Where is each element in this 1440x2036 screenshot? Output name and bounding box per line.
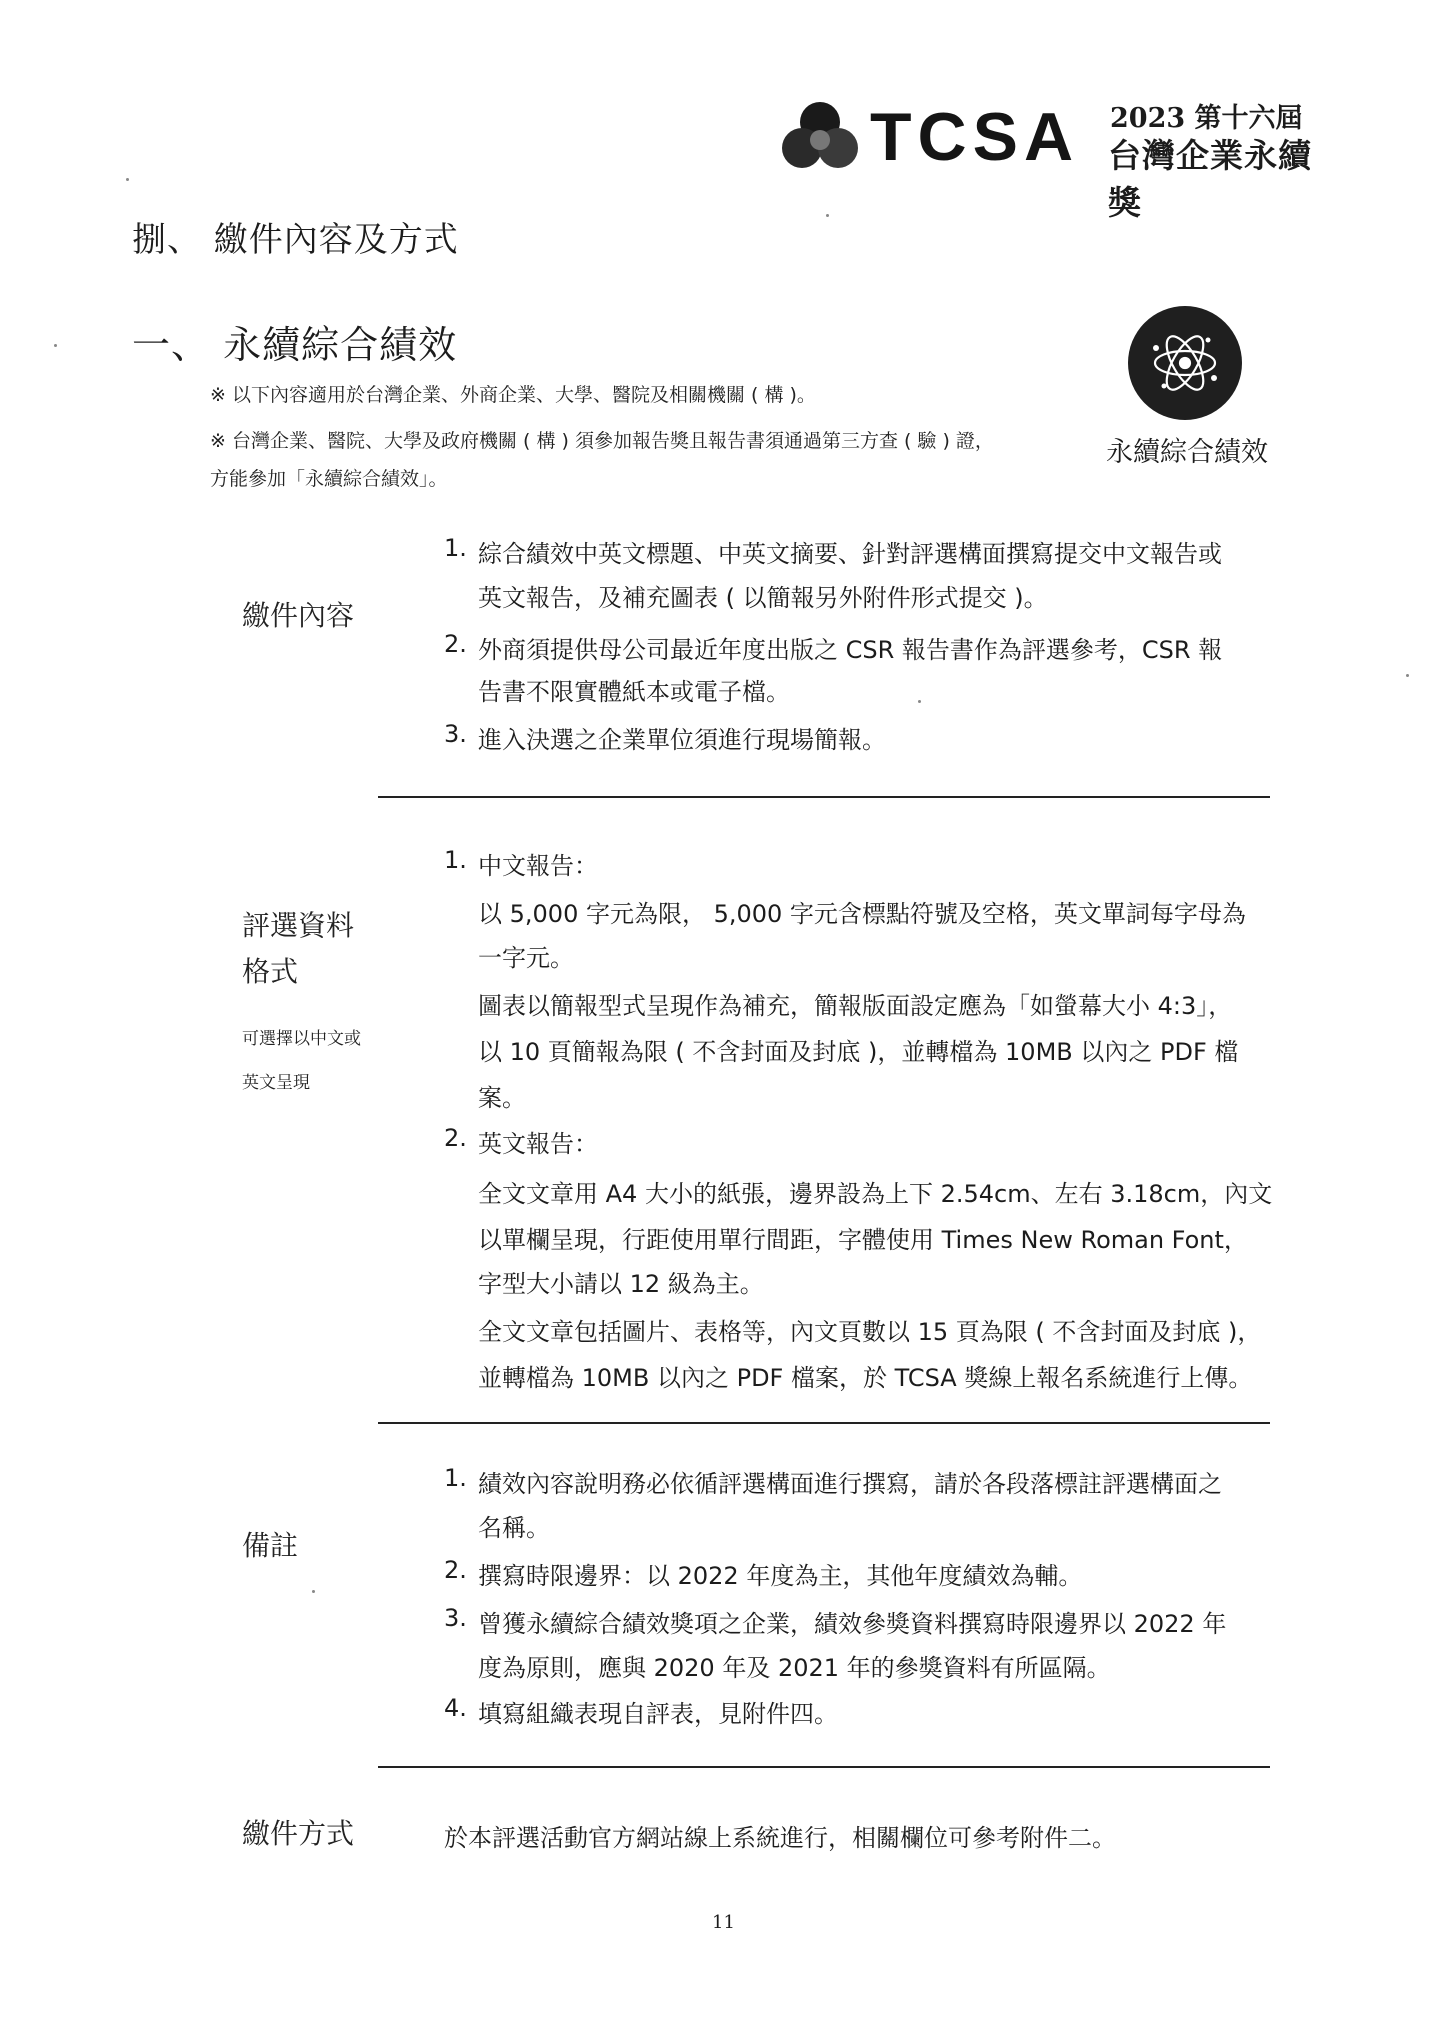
logo-text: TCSA — [870, 99, 1080, 175]
block-label-submission-content: 繳件內容 — [242, 599, 355, 632]
divider — [378, 796, 1270, 798]
scan-speck — [918, 700, 921, 703]
list-text: 填寫組織表現自評表，見附件四。 — [478, 1700, 838, 1728]
list-number: 3. — [444, 720, 467, 748]
list-number: 1. — [444, 1464, 467, 1492]
scan-speck — [54, 344, 57, 347]
divider — [378, 1766, 1270, 1768]
list-number: 3. — [444, 1604, 467, 1632]
list-number: 1. — [444, 846, 467, 874]
list-number: 4. — [444, 1694, 467, 1722]
scan-speck — [312, 1590, 315, 1593]
scan-speck — [1406, 674, 1409, 677]
list-text: 案。 — [478, 1084, 526, 1112]
list-text: 圖表以簡報型式呈現作為補充，簡報版面設定應為「如螢幕大小 4:3」， — [478, 992, 1233, 1020]
badge-label: 永續綜合績效 — [1106, 437, 1268, 468]
list-text: 進入決選之企業單位須進行現場簡報。 — [478, 726, 886, 754]
scan-speck — [126, 178, 129, 181]
list-text: 以 10 頁簡報為限 ( 不含封面及封底 )，並轉檔為 10MB 以內之 PDF 檔 — [478, 1038, 1239, 1066]
list-text: 度為原則，應與 2020 年及 2021 年的參獎資料有所區隔。 — [478, 1654, 1111, 1682]
list-number: 1. — [444, 534, 467, 562]
list-number: 2. — [444, 1124, 467, 1152]
list-text: 字型大小請以 12 級為主。 — [478, 1270, 764, 1298]
header-logo — [778, 92, 1338, 222]
award-year: 2023 第十六屆 — [1110, 103, 1303, 134]
block-sublabel: 英文呈現 — [242, 1073, 310, 1093]
list-text: 綜合績效中英文標題、中英文摘要、針對評選構面撰寫提交中文報告或 — [478, 540, 1222, 568]
note-line: 方能參加「永續綜合績效」。 — [210, 468, 448, 490]
list-text: 曾獲永續綜合績效獎項之企業，績效參獎資料撰寫時限邊界以 2022 年 — [478, 1610, 1227, 1638]
block-label-format: 格式 — [242, 955, 299, 988]
scan-speck — [826, 214, 829, 217]
chapter-title: 捌、 繳件內容及方式 — [132, 220, 459, 260]
atom-icon — [1128, 306, 1242, 420]
list-text: 一字元。 — [478, 944, 574, 972]
list-number: 2. — [444, 630, 467, 658]
award-name: 台灣企業永續獎 — [1108, 136, 1312, 222]
note-line: ※ 以下內容適用於台灣企業、外商企業、大學、醫院及相關機關 ( 構 )。 — [210, 384, 816, 406]
list-text: 以單欄呈現，行距使用單行間距，字體使用 Times New Roman Font， — [478, 1226, 1248, 1254]
block-label-method: 繳件方式 — [242, 1817, 355, 1850]
list-text: 告書不限實體紙本或電子檔。 — [478, 678, 790, 706]
list-text: 績效內容說明務必依循評選構面進行撰寫，請於各段落標註評選構面之 — [478, 1470, 1222, 1498]
badge-circle — [1128, 306, 1242, 420]
tcsa-logo-icon — [778, 100, 862, 174]
list-text: 全文文章用 A4 大小的紙張，邊界設為上下 2.54cm、左右 3.18cm，內文 — [478, 1180, 1273, 1208]
note-line: ※ 台灣企業、醫院、大學及政府機關 ( 構 ) 須參加報告獎且報告書須通過第三方查 ( 驗 ) 證， — [210, 430, 994, 452]
method-text: 於本評選活動官方網站線上系統進行，相關欄位可參考附件二。 — [444, 1824, 1116, 1852]
page-number: 11 — [712, 1912, 735, 1933]
list-text: 外商須提供母公司最近年度出版之 CSR 報告書作為評選參考，CSR 報 — [478, 636, 1223, 664]
list-heading: 英文報告： — [478, 1130, 598, 1158]
block-label-format: 評選資料 — [242, 909, 355, 942]
section-title: 一、 永續綜合績效 — [132, 323, 458, 367]
list-number: 2. — [444, 1556, 467, 1584]
list-heading: 中文報告： — [478, 852, 598, 880]
list-text: 以 5,000 字元為限， 5,000 字元含標點符號及空格，英文單詞每字母為 — [478, 900, 1246, 928]
list-text: 全文文章包括圖片、表格等，內文頁數以 15 頁為限 ( 不含封面及封底 )， — [478, 1318, 1262, 1346]
divider — [378, 1422, 1270, 1424]
block-label-remarks: 備註 — [242, 1529, 299, 1562]
block-sublabel: 可選擇以中文或 — [242, 1029, 361, 1049]
list-text: 撰寫時限邊界：以 2022 年度為主，其他年度績效為輔。 — [478, 1562, 1083, 1590]
list-text: 名稱。 — [478, 1514, 550, 1542]
list-text: 並轉檔為 10MB 以內之 PDF 檔案，於 TCSA 獎線上報名系統進行上傳。 — [478, 1364, 1253, 1392]
list-text: 英文報告，及補充圖表 ( 以簡報另外附件形式提交 )。 — [478, 584, 1048, 612]
